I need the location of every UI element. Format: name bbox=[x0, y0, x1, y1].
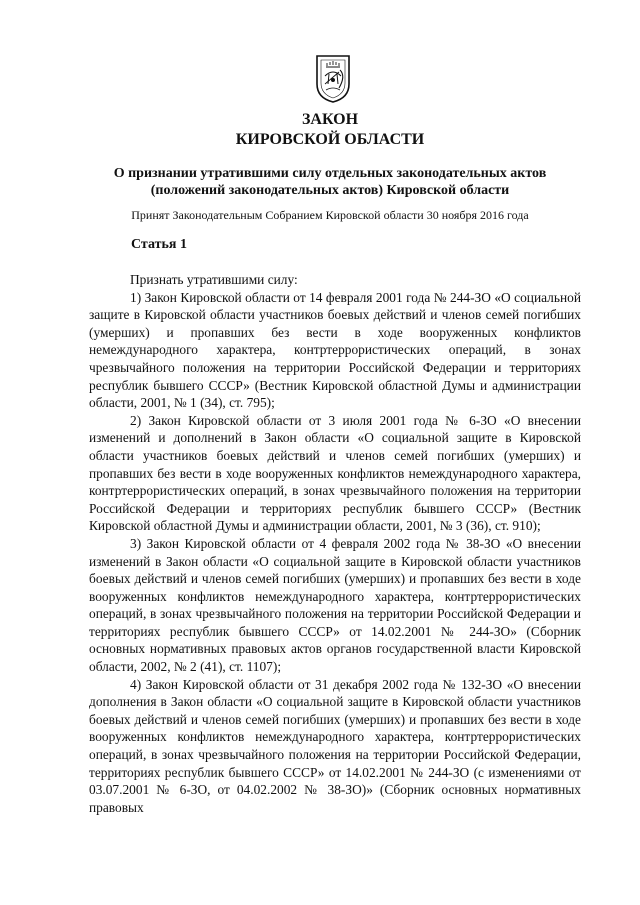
article-intro: Признать утратившими силу: bbox=[130, 272, 298, 287]
law-title: ЗАКОН bbox=[301, 111, 359, 128]
article-item-3: 3) Закон Кировской области от 4 февраля 2002 года № 38-ЗО «О внесении изменений в Закон области «О социальной защите в Кировской области участников боевых действий и членов семей погибших (умерших) и пропавших без вести в ходе вооруженных конфликтов немеждународного характера, контртеррористических операций, в зонах чрезвычайного положения на территории Российской Федерации и территориях республик бывшего СССР» от 14.02.2001 № 244-ЗО» (Сборник основных нормативных правовых актов органов государственной власти Кировской области, 2002, № 2 (41), ст. 1107); bbox=[89, 535, 581, 675]
article-item-2: 2) Закон Кировской области от 3 июля 2001 года № 6-ЗО «О внесении изменений и дополнений в Закон области «О социальной защите в Кировской области участников боевых действий и членов семей погибших (умерших) и пропавших без вести в ходе вооруженных конфликтов немеждународного характера, контртеррористических операций, в зонах чрезвычайного положения на территории Российской Федерации и территориях республик бывшего СССР» (Вестник Кировской областной Думы и администрации области, 2001, № 3 (36), ст. 910); bbox=[89, 412, 581, 534]
article-body bbox=[89, 271, 581, 816]
law-subject bbox=[90, 165, 570, 199]
law-region-title: КИРОВСКОЙ ОБЛАСТИ bbox=[235, 131, 425, 148]
article-title: Статья 1 bbox=[131, 237, 187, 252]
law-subject-line-1: О признании утратившими силу отдельных законодательных актов bbox=[113, 166, 547, 181]
law-subject-line-2: (положений законодательных актов) Кировской области bbox=[150, 183, 510, 198]
kirov-oblast-coat-of-arms-icon bbox=[313, 54, 353, 104]
article-item-4: 4) Закон Кировской области от 31 декабря 2002 года № 132-ЗО «О внесении дополнения в Закон области «О социальной защите в Кировской области участников боевых действий и членов семей погибших (умерших) и пропавших без вести в ходе вооруженных конфликтов немеждународного характера, контртеррористических операций, в зонах чрезвычайного положения на территории Российской Федерации, территориях республик бывшего СССР» от 14.02.2001 № 244-ЗО (с изменениями от 03.07.2001 № 6-ЗО, от 04.02.2002 № 38-ЗО)» (Сборник основных нормативных правовых bbox=[89, 676, 581, 815]
adoption-statement: Принят Законодательным Собранием Кировской области 30 ноября 2016 года bbox=[131, 208, 529, 222]
article-item-1: 1) Закон Кировской области от 14 февраля 2001 года № 244-ЗО «О социальной защите в Кировской области участников боевых действий и членов семей погибших (умерших) и пропавших без вести в ходе вооруженных конфликтов немеждународного характера, контртеррористических операций, в зонах чрезвычайного положения на территории Российской Федерации и территориях республик бывшего СССР» (Вестник Кировской областной Думы и администрации области, 2001, № 1 (34), ст. 795); bbox=[89, 289, 581, 411]
